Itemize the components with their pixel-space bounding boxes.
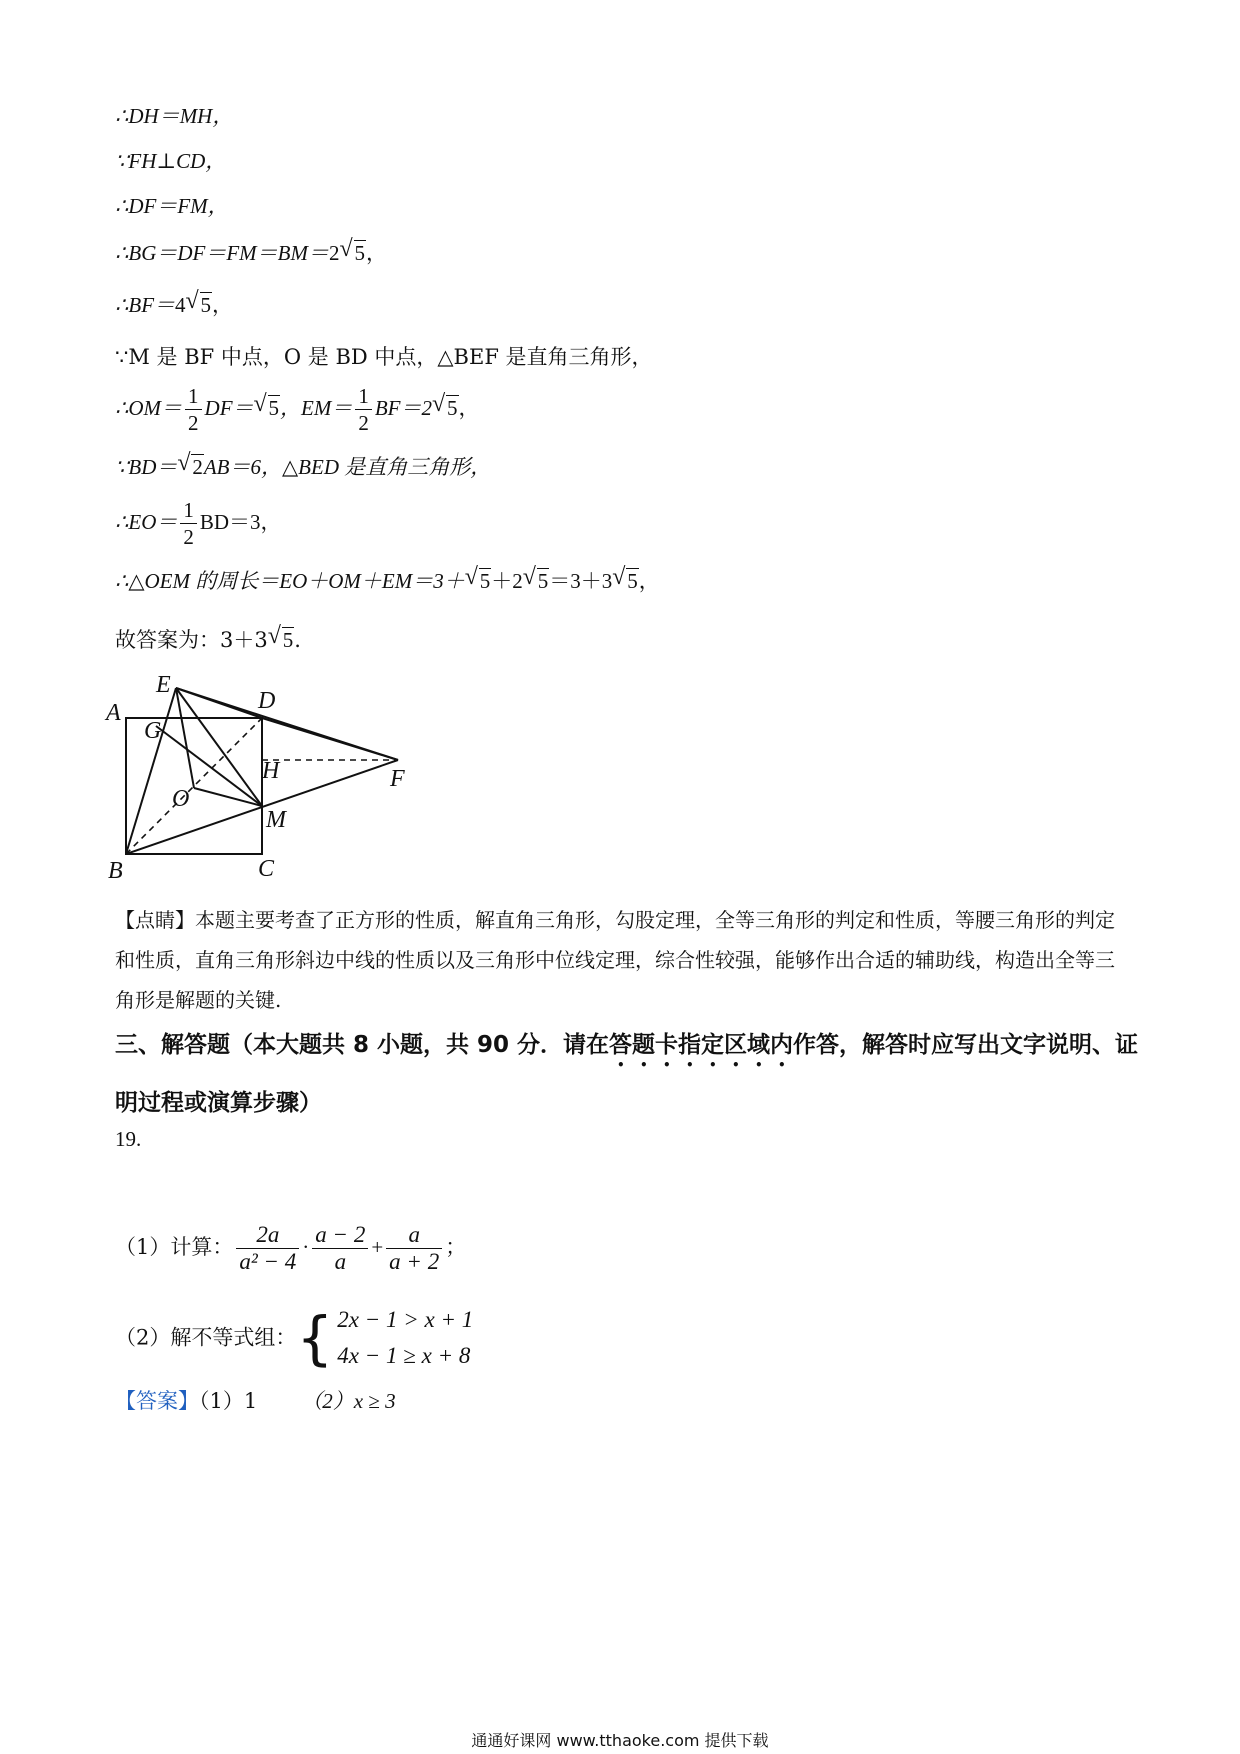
proof-line-3: ∴DF＝FM， [115,194,229,218]
label-e: E [156,672,171,698]
page-footer: 通通好课网 www.tthaoke.com 提供下载 [471,1731,769,1750]
sqrt-symbol: √ 5 [254,378,281,438]
label-m: M [266,807,286,833]
answer-line: 【答案】（1）1 （2）x ≥ 3 [115,1389,396,1413]
label-b: B [108,858,123,884]
sqrt-symbol: √ 5 [186,290,213,320]
note-tag: 【点睛】 [115,908,195,932]
question-number: 19. [115,1127,142,1151]
label-c: C [258,856,275,882]
sqrt-symbol: √ 5 [268,625,295,655]
label-f: F [390,766,405,792]
proof-line-4: ∴BG＝DF＝FM＝BM＝2√ 5， [115,238,387,268]
proof-line-9: ∴EO＝ $\frac{1}{2}$ BD＝3， [115,498,282,549]
commentary-note: 【点睛】本题主要考查了正方形的性质，解直角三角形，勾股定理，全等三角形的判定和性质，等腰三角形的判定和性质，直角三角形斜边中线的性质以及三角形中位线定理，综合性较强，能够作出合适的辅助线，构造出全等三角形是解题的关键. [115,908,1115,1012]
final-answer-line: 故答案为：3＋3√ 5. [115,625,301,655]
proof-line-10: ∴△OEM 的周长＝EO＋OM＋EM＝3＋√ 5＋2√ 5＝3＋3√ 5， [115,566,660,596]
proof-line-8: ∵BD＝√ 2AB＝6，△BED 是直角三角形， [115,452,491,482]
label-h: H [262,758,280,784]
sqrt-symbol: √ 5 [340,238,367,268]
question-part-1: （1）计算： $\frac{2a}{\text{a² − 4}}$ · $\frac{a - 2}{a}$ + $\frac{a}{a + 2}$ ； [115,1222,467,1274]
question-part-2: （2）解不等式组：{ 2x − 1 > x + 1 4x − 1 ≥ x + 8 [115,1303,474,1372]
brace-symbol: { [296,1303,334,1372]
section-heading: 三、解答题（本大题共 8 小题，共 90 分．请在答题卡指定区域内作答，解答时应写出文字说明、证明过程或演算步骤） [115,1032,1139,1116]
sqrt-symbol: √ 2 [177,452,204,482]
label-g: G [144,718,162,744]
fraction: $\frac{1}{2}$ [185,383,202,436]
proof-line-7: ∴OM＝ $\frac{1}{2}$ DF＝√ 5，EM＝ $\frac{1}{2}$ BF＝2√ 5， [115,378,480,438]
answer-tag: 【答案】 [115,1389,199,1413]
proof-line-5: ∴BF＝4√ 5， [115,290,233,320]
label-o: O [172,786,190,812]
geometry-figure [100,670,430,890]
sqrt-symbol: √ 5 [523,566,550,596]
proof-line-2: ∵FH⊥CD， [115,149,227,173]
fraction: $\frac{1}{2}$ [355,383,372,436]
fraction: $\frac{1}{2}$ [180,497,197,550]
label-a: A [106,700,121,726]
sqrt-symbol: √ 5 [432,378,459,438]
sqrt-symbol: √ 5 [465,566,492,596]
sqrt-symbol: √ 5 [612,566,639,596]
label-d: D [258,688,276,714]
proof-line-6: ∵M 是 BF 中点，O 是 BD 中点，△BEF 是直角三角形， [115,345,653,369]
proof-line-1: ∴DH＝MH， [115,104,234,128]
